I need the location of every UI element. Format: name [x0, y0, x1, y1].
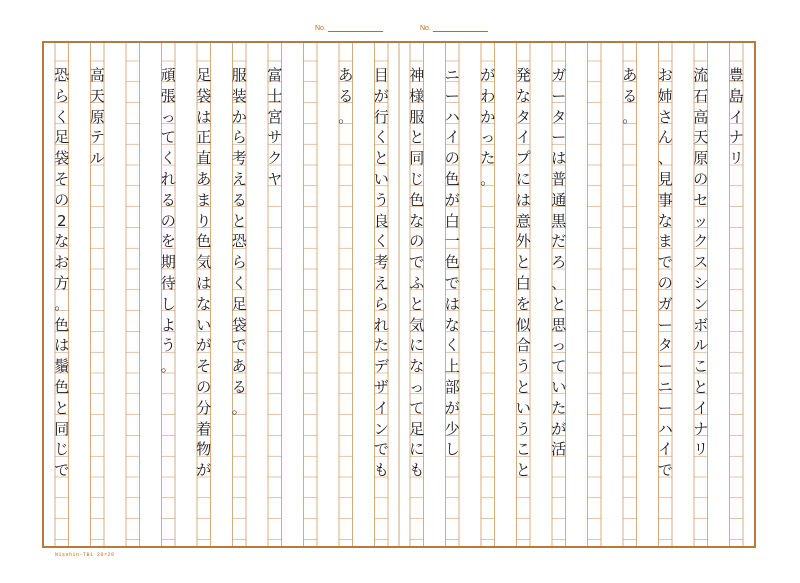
character-cell: 富 [267, 66, 283, 84]
character-cell: 。 [622, 107, 638, 126]
text-column [371, 43, 391, 546]
character-cell: た [480, 149, 496, 168]
character-cell: る [338, 86, 354, 105]
number-line-left [328, 31, 383, 32]
character-cell: ハ [657, 419, 673, 438]
number-label-right [420, 25, 488, 32]
character-cell: 正 [196, 128, 212, 147]
character-cell: じ [54, 440, 70, 459]
text-column [336, 43, 356, 546]
text-column [691, 43, 711, 546]
character-cell: ん [657, 128, 673, 147]
character-cell: の [657, 273, 673, 292]
character-cell: 見 [657, 169, 673, 188]
character-cell: そ [196, 357, 212, 376]
character-cell: 神 [409, 66, 425, 84]
character-cell: 色 [444, 253, 460, 272]
character-cell: 張 [160, 86, 176, 105]
character-cell: ハ [444, 107, 460, 126]
character-cell: 服 [409, 107, 425, 126]
character-cell: ン [693, 294, 709, 313]
character-cell: か [231, 107, 247, 126]
character-cell: が [444, 398, 460, 417]
character-cell: と [373, 149, 389, 168]
character-cell: は [444, 294, 460, 313]
character-cell: が [444, 190, 460, 209]
character-cell: 部 [444, 377, 460, 396]
character-cell: 、 [657, 149, 673, 168]
character-cell: 気 [409, 315, 425, 334]
character-cell: 頑 [160, 66, 176, 84]
character-cell: そ [54, 169, 70, 188]
character-cell: 意 [515, 211, 531, 230]
character-cell: 士 [267, 86, 283, 105]
character-cell: 色 [54, 377, 70, 396]
character-cell: ナ [693, 419, 709, 438]
character-cell: ら [54, 86, 70, 105]
character-cell: が [196, 461, 212, 480]
text-column [726, 43, 746, 546]
character-cell: で [54, 461, 70, 480]
character-cell: な [657, 211, 673, 230]
character-cell: 足 [409, 419, 425, 438]
character-cell: 色 [444, 169, 460, 188]
character-cell: 普 [551, 169, 567, 188]
character-cell: 思 [551, 315, 567, 334]
character-cell: 白 [515, 273, 531, 292]
character-cell: く [373, 232, 389, 251]
character-cell: よ [160, 315, 176, 334]
character-cell: 気 [196, 253, 212, 272]
character-cell: ー [551, 128, 567, 147]
character-cell: 発 [515, 66, 531, 84]
character-cell: あ [622, 66, 638, 84]
character-cell: 色 [409, 190, 425, 209]
character-cell: う [515, 357, 531, 376]
character-cell: ガ [551, 66, 567, 84]
character-cell: の [444, 149, 460, 168]
character-cell: 上 [444, 357, 460, 376]
character-cell: セ [693, 190, 709, 209]
character-cell: の [693, 169, 709, 188]
character-cell: イ [444, 128, 460, 147]
character-cell: い [551, 377, 567, 396]
text-column [513, 43, 533, 546]
character-cell: 、 [551, 273, 567, 292]
character-cell: れ [373, 315, 389, 334]
character-cell: て [160, 128, 176, 147]
character-cell: も [409, 461, 425, 480]
character-cell: ら [231, 253, 247, 272]
character-cell: で [231, 336, 247, 355]
character-cell: な [196, 294, 212, 313]
character-cell: イ [657, 440, 673, 459]
character-cell: も [373, 461, 389, 480]
character-cell: 石 [693, 86, 709, 105]
character-cell: 色 [196, 232, 212, 251]
character-cell: か [480, 107, 496, 126]
character-cell: 足 [231, 294, 247, 313]
character-cell: 物 [196, 440, 212, 459]
character-cell: あ [338, 66, 354, 84]
character-cell: は [551, 149, 567, 168]
character-cell: イ [728, 107, 744, 126]
character-cell: に [409, 336, 425, 355]
character-cell: 期 [160, 253, 176, 272]
character-cell: し [444, 440, 460, 459]
character-cell: タ [551, 107, 567, 126]
character-cell: ッ [693, 211, 709, 230]
character-cell: く [160, 149, 176, 168]
character-cell: 島 [728, 86, 744, 105]
character-cell: 通 [551, 190, 567, 209]
character-cell: お [54, 253, 70, 272]
character-cell: が [196, 336, 212, 355]
character-cell: で [409, 253, 425, 272]
character-cell: っ [551, 336, 567, 355]
paper-footer: Nisshin-TB1 20×20 [55, 552, 115, 558]
character-cell: に [515, 169, 531, 188]
character-cell: 直 [196, 149, 212, 168]
character-cell: う [160, 336, 176, 355]
number-line-right [433, 31, 488, 32]
character-cell: ろ [551, 253, 567, 272]
character-cell: の [409, 232, 425, 251]
character-cell: ナ [728, 128, 744, 147]
character-cell: の [54, 190, 70, 209]
character-cell: 服 [231, 66, 247, 84]
character-cell: 少 [444, 419, 460, 438]
character-cell: 袋 [54, 149, 70, 168]
character-cell: 。 [54, 294, 70, 313]
character-cell: ら [373, 294, 389, 313]
character-cell: な [54, 232, 70, 251]
character-cell: 同 [54, 419, 70, 438]
character-cell: い [373, 169, 389, 188]
character-cell: 。 [480, 169, 496, 188]
character-cell: 合 [515, 336, 531, 355]
character-cell: タ [657, 336, 673, 355]
character-cell: 原 [89, 107, 105, 126]
character-cell: ガ [657, 294, 673, 313]
text-column [655, 43, 675, 546]
character-cell: た [373, 336, 389, 355]
character-cell: と [231, 211, 247, 230]
text-column [229, 43, 249, 546]
character-cell: 原 [693, 149, 709, 168]
character-cell: デ [373, 357, 389, 376]
character-cell: れ [160, 169, 176, 188]
character-cell: 高 [693, 107, 709, 126]
character-cell: ー [657, 398, 673, 417]
character-cell: る [231, 377, 247, 396]
character-cell: っ [160, 107, 176, 126]
text-column [123, 43, 143, 546]
character-cell: な [515, 86, 531, 105]
character-cell: る [231, 190, 247, 209]
character-cell: わ [480, 86, 496, 105]
character-cell: サ [267, 128, 283, 147]
character-cell: こ [693, 357, 709, 376]
text-column [52, 43, 72, 546]
character-cell: っ [480, 128, 496, 147]
character-cell: イ [515, 128, 531, 147]
text-column [300, 43, 320, 546]
character-cell: 待 [160, 273, 176, 292]
character-cell: プ [515, 149, 531, 168]
character-cell: 装 [231, 86, 247, 105]
character-cell: ま [196, 190, 212, 209]
character-cell: な [409, 211, 425, 230]
character-cell: は [54, 336, 70, 355]
character-cell: 豊 [728, 66, 744, 84]
text-column [620, 43, 640, 546]
character-cell: 色 [54, 315, 70, 334]
character-cell: 行 [373, 107, 389, 126]
text-column [265, 43, 285, 546]
character-cell: る [160, 190, 176, 209]
character-cell: こ [515, 440, 531, 459]
text-column [442, 43, 462, 546]
character-cell: 流 [693, 66, 709, 84]
text-column [584, 43, 604, 546]
character-cell: た [551, 398, 567, 417]
character-cell: 似 [515, 315, 531, 334]
character-cell: 足 [196, 66, 212, 84]
character-cell: 。 [338, 107, 354, 126]
character-cell: 黒 [551, 211, 567, 230]
character-cell: く [54, 107, 70, 126]
character-cell: で [657, 253, 673, 272]
character-cell: て [409, 398, 425, 417]
character-cell: お [657, 66, 673, 84]
character-cell: 白 [444, 211, 460, 230]
character-cell: と [409, 128, 425, 147]
character-cell: じ [409, 169, 425, 188]
character-cell: っ [409, 377, 425, 396]
character-cell: ニ [657, 377, 673, 396]
manuscript-sheet [42, 41, 756, 548]
character-cell: で [444, 273, 460, 292]
character-cell: リ [728, 149, 744, 168]
character-cell: を [515, 294, 531, 313]
character-cell: 分 [196, 398, 212, 417]
character-cell: て [551, 357, 567, 376]
character-cell: 高 [89, 66, 105, 84]
character-cell: が [551, 419, 567, 438]
character-cell: う [373, 190, 389, 209]
character-cell: は [196, 107, 212, 126]
character-cell: 姉 [657, 86, 673, 105]
character-cell: 宮 [267, 107, 283, 126]
character-cell: で [373, 440, 389, 459]
character-cell: タ [515, 107, 531, 126]
character-cell: の [196, 377, 212, 396]
character-cell: 恐 [54, 66, 70, 84]
character-cell: え [231, 169, 247, 188]
character-cell: と [54, 398, 70, 417]
character-cell: く [444, 336, 460, 355]
number-label-right-text: No. [420, 25, 431, 32]
character-cell: ン [373, 419, 389, 438]
character-cell: ニ [444, 66, 460, 84]
text-column [87, 43, 107, 546]
text-column [158, 43, 178, 546]
character-cell: と [409, 294, 425, 313]
character-cell: 天 [89, 86, 105, 105]
character-cell: ー [444, 86, 460, 105]
character-cell: ザ [373, 377, 389, 396]
character-cell: ボ [693, 315, 709, 334]
character-cell: な [444, 315, 460, 334]
character-cell: が [480, 66, 496, 84]
character-cell: 一 [444, 232, 460, 251]
character-cell: は [196, 273, 212, 292]
character-cell: 事 [657, 190, 673, 209]
character-cell: だ [551, 232, 567, 251]
character-cell: 袋 [231, 315, 247, 334]
character-cell: ら [231, 128, 247, 147]
text-column [549, 43, 569, 546]
character-cell: 良 [373, 211, 389, 230]
character-cell: と [515, 461, 531, 480]
character-cell: 足 [54, 128, 70, 147]
text-column [407, 43, 427, 546]
manuscript-grid [44, 43, 754, 546]
character-cell: う [515, 419, 531, 438]
character-cell: を [160, 232, 176, 251]
character-cell: ー [657, 357, 673, 376]
character-cell: 。 [231, 398, 247, 417]
character-cell: シ [693, 273, 709, 292]
character-cell: 方 [54, 273, 70, 292]
character-cell: 同 [409, 149, 425, 168]
character-cell: く [373, 128, 389, 147]
character-cell: 2 [56, 211, 67, 230]
character-cell: ル [89, 149, 105, 168]
character-cell: 袋 [196, 86, 212, 105]
character-cell: イ [693, 398, 709, 417]
character-cell: ス [693, 253, 709, 272]
character-cell: ヤ [267, 169, 283, 188]
character-cell: に [409, 440, 425, 459]
character-cell: 活 [551, 440, 567, 459]
character-cell: え [373, 273, 389, 292]
character-cell: と [693, 377, 709, 396]
character-cell: 天 [693, 128, 709, 147]
character-cell: イ [373, 398, 389, 417]
number-label-left-text: No. [315, 25, 326, 32]
character-cell: 考 [231, 149, 247, 168]
character-cell: 恐 [231, 232, 247, 251]
character-cell: ー [551, 86, 567, 105]
character-cell: で [657, 461, 673, 480]
character-cell: が [373, 86, 389, 105]
character-cell: あ [196, 169, 212, 188]
character-cell: 着 [196, 419, 212, 438]
text-column [478, 43, 498, 546]
character-cell: い [196, 315, 212, 334]
character-cell: な [409, 357, 425, 376]
character-cell: と [551, 294, 567, 313]
character-cell: 外 [515, 232, 531, 251]
character-cell: ク [693, 232, 709, 251]
character-cell: さ [657, 107, 673, 126]
character-cell: ま [657, 232, 673, 251]
number-label-left [315, 25, 383, 32]
text-column [194, 43, 214, 546]
character-cell: と [515, 253, 531, 272]
character-cell: る [622, 86, 638, 105]
character-cell: し [160, 294, 176, 313]
character-cell: ク [267, 149, 283, 168]
character-cell: は [515, 190, 531, 209]
character-cell: リ [693, 440, 709, 459]
character-cell: ー [657, 315, 673, 334]
character-cell: ふ [409, 273, 425, 292]
character-cell: い [515, 398, 531, 417]
character-cell: ル [693, 336, 709, 355]
character-cell: く [231, 273, 247, 292]
character-cell: り [196, 211, 212, 230]
character-cell: の [160, 211, 176, 230]
character-cell: テ [89, 128, 105, 147]
character-cell: 考 [373, 253, 389, 272]
character-cell: 鬚 [54, 357, 70, 376]
character-cell: あ [231, 357, 247, 376]
character-cell: 様 [409, 86, 425, 105]
character-cell: 目 [373, 66, 389, 84]
character-cell: 。 [160, 357, 176, 376]
character-cell: と [515, 377, 531, 396]
